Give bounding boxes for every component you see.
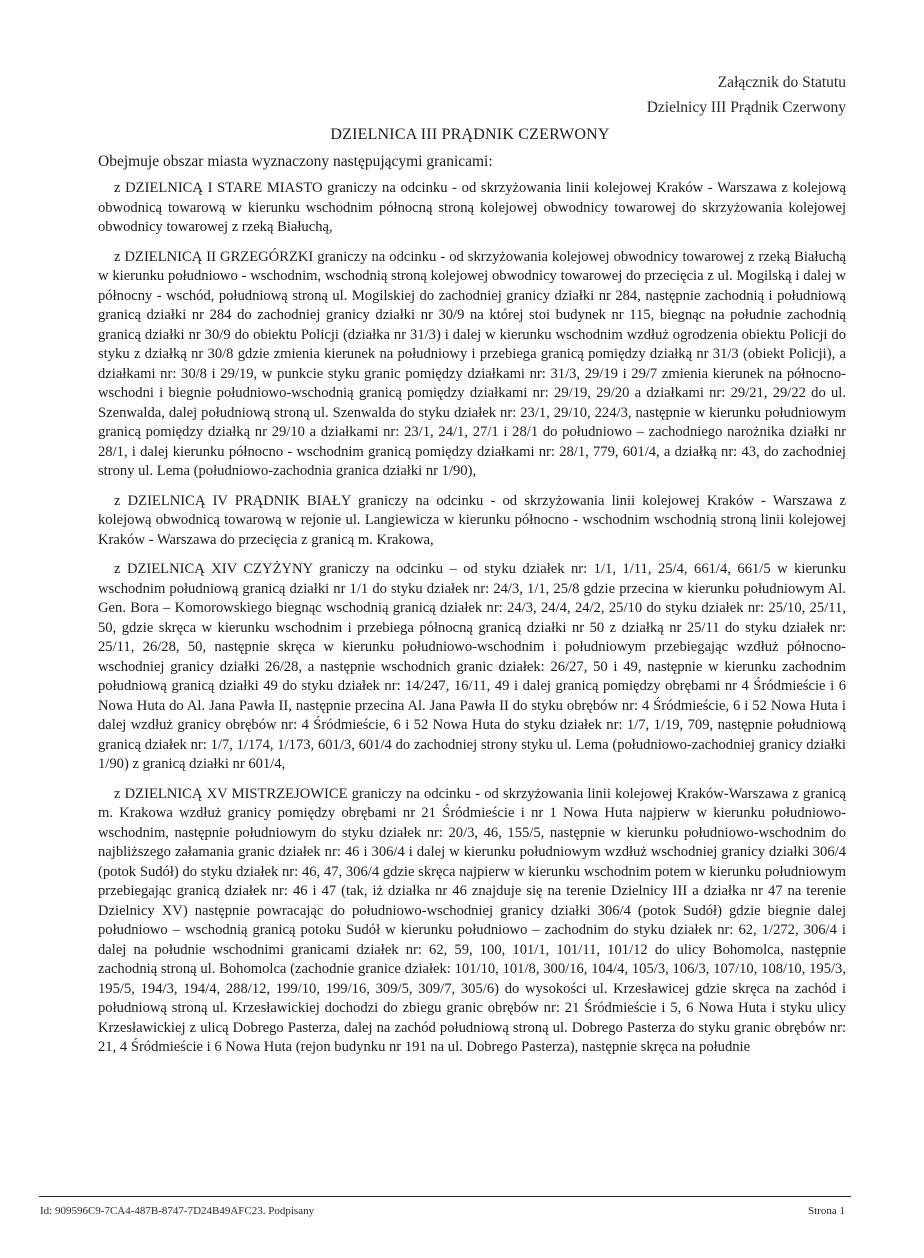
footer-divider: [39, 1196, 851, 1197]
boundary-paragraph-grzegorzki: z DZIELNICĄ II GRZEGÓRZKI graniczy na odcinku - od skrzyżowania kolejowej obwodnicy towarowej z rzeką Białuchą w kierunku południowo - wschodnim, wschodnią stroną kolejowej obwodnicy towarowej do przecięcia z ul. Mogilską i dalej w północny - wschód, południową stroną ul. Mogilskiej do zachodniej granicy działki nr 284, następnie zachodnią i południową granicą działki nr 284 do zachodniej granicy działki nr 30/9 na której stoi budynek nr 115, biegnąc na południe zachodnią granicą działki nr 30/9 do obiektu Policji (działka nr 31/3) i dalej w kierunku wschodnim wzdłuż ogrodzenia obiektu Policji do styku z działką nr 30/8 gdzie zmienia kierunek na południowy i przebiega granicą pomiędzy działką nr 31/3 (obiekt Policji), a działkami nr: 30/8 i 29/19, w punkcie styku granic pomiędzy działkami nr: 31/3, 29/19 i 29/7 zmienia kierunek na północno-wschodni i biegnie południowo-wschodnią granicą pomiędzy działkami nr: 29/19, 29/20 a działkami nr: 29/21, 29/22 do ul. Szenwalda, dalej południową stroną ul. Szenwalda do styku działek nr: 23/1, 29/10, 224/3, następnie w kierunku południowym granicą pomiędzy działką nr 29/10 a działkami nr: 23/1, 24/1, 27/1 i 28/1 do południowo – zachodniego narożnika działki nr 28/1, i dalej kierunku północno - wschodnim granicą pomiędzy działkami nr: 28/1, 779, 601/4, a działką nr: 43, do zachodniej strony ul. Lema (południowo-zachodnia granica działki nr 1/90),: [98, 248, 846, 479]
intro-text: Obejmuje obszar miasta wyznaczony następującymi granicami:: [98, 153, 493, 170]
boundary-paragraph-czyzyny: z DZIELNICĄ XIV CZYŻYNY graniczy na odcinku – od styku działek nr: 1/1, 1/11, 25/4, 661/4, 661/5 w kierunku wschodnim południową granicą działki nr 1/1 do styku działek nr: 24/3, 1/1, 25/8 gdzie przecina w kierunku południowym Al. Gen. Bora – Komorowskiego biegnąc wschodnią granicą działek nr: 24/3, 24/4, 24/2, 25/10 do styku działek nr: 25/10, 25/11, 50, gdzie skręca w kierunku wschodnim i przebiega północną granicą działki nr 50 z działką nr 25/11 do styku działek nr: 25/11, 26/28, 50, następnie skręca w kierunku południowo-wschodnim i południowym przebiegając wzdłuż północno-wschodniej granicy działki 26/28, a następnie wschodnich granic działek: 26/27, 50 i 49, następnie w kierunku zachodnim południową granicą działki 49 do styku działek nr: 14/247, 16/11, 49 i dalej granicą pomiędzy obrębami nr 4 Śródmieście i 6 Nowa Huta do Al. Jana Pawła II, następnie przecina Al. Jana Pawła II do styku obrębów nr: 4 Śródmieście, 6 i 52 Nowa Huta i dalej wzdłuż granicy obrębów nr: 4 Śródmieście, 6 i 52 Nowa Huta do styku działek nr: 1/7, 1/19, 709, następnie południową granicą działek nr: 1/7, 1/174, 1/173, 601/3, 601/4 do zachodniej strony styku ul. Lema (południowo-zachodniej granicy działki 1/90) z granicą działki nr 601/4,: [98, 561, 846, 772]
boundary-paragraph-mistrzejowice: z DZIELNICĄ XV MISTRZEJOWICE graniczy na odcinku - od skrzyżowania linii kolejowej Kraków-Warszawa z granicą m. Krakowa wzdłuż granicy pomiędzy obrębami nr 21 Śródmieście i nr 1 Nowa Huta najpierw w kierunku południowo-wschodnim, następnie południowym do styku działek nr: 20/3, 46, 155/5, następnie w kierunku południowo-wschodnim do najbliższego załamania granic działek nr: 46 i 306/4 i dalej w kierunku południowym wzdłuż wschodniej granicy działki 306/4 (potok Sudół) do styku działek nr: 46, 47, 306/4 gdzie skręca najpierw w kierunku wschodnim potem w kierunku południowym przebiegając granicą działek nr: 46 i 47 (tak, iż działka nr 46 znajduje się na terenie Dzielnicy III a działka nr 47 na terenie Dzielnicy XV) następnie powracając do południowo-wschodniej granicy działki 306/4 (potok Sudół) gdzie biegnie dalej południowo – wschodnią granicą potoku Sudół w kierunku południowo – zachodnim do styku działek nr: 62, 1/272, 306/4 i dalej na południe wschodnimi granicami działek nr: 62, 59, 100, 101/1, 101/11, 101/12 do ulicy Bohomolca, następnie zachodnią stroną ul. Bohomolca (zachodnie granice działek: 101/10, 101/8, 300/16, 104/4, 105/3, 106/3, 107/10, 108/10, 195/3, 195/5, 194/3, 194/4, 288/12, 199/10, 199/16, 309/5, 309/7, 305/6) do wysokości ul. Krzesławicej gdzie skręca na zachód i południową stroną ul. Krzesławickiej dochodzi do zbiegu granic obrębów nr: 21 Śródmieście i 5, 6 Nowa Huta i styku ulicy Krzesławickiej z ulicą Dobrego Pasterza, dalej na zachód południową stroną ul. Dobrego Pasterza do styku granic obrębów nr: 21, 4 Śródmieście i 6 Nowa Huta (rejon budynku nr 191 na ul. Dobrego Pasterza), następnie skręca na południe: [98, 785, 846, 1055]
document-body: [98, 179, 846, 1058]
footer-page-number: Strona 1: [808, 1205, 845, 1217]
boundary-paragraph-pradnik-bialy: z DZIELNICĄ IV PRĄDNIK BIAŁY graniczy na odcinku - od skrzyżowania linii kolejowej Kraków - Warszawa z kolejową obwodnicą towarową w rejonie ul. Langiewicza w kierunku północno - wschodnim wschodnią stroną linii kolejowej Kraków - Warszawa do przecięcia z granicą m. Krakowa,: [98, 492, 846, 548]
document-title: DZIELNICA III PRĄDNIK CZERWONY: [330, 126, 610, 143]
header-attachment-line: Załącznik do Statutu: [717, 74, 846, 91]
header-district-line: Dzielnicy III Prądnik Czerwony: [646, 99, 846, 116]
footer-document-id: Id: 909596C9-7CA4-487B-8747-7D24B49AFC23. Podpisany: [40, 1205, 315, 1217]
boundary-paragraph-stare-miasto: z DZIELNICĄ I STARE MIASTO graniczy na odcinku - od skrzyżowania linii kolejowej Kraków - Warszawa z kolejową obwodnicą towarową w kierunku wschodnim północną stroną kolejowej obwodnicy towarowej do skrzyżowania kolejowej obwodnicy towarowej z rzeką Białuchą,: [98, 180, 846, 235]
